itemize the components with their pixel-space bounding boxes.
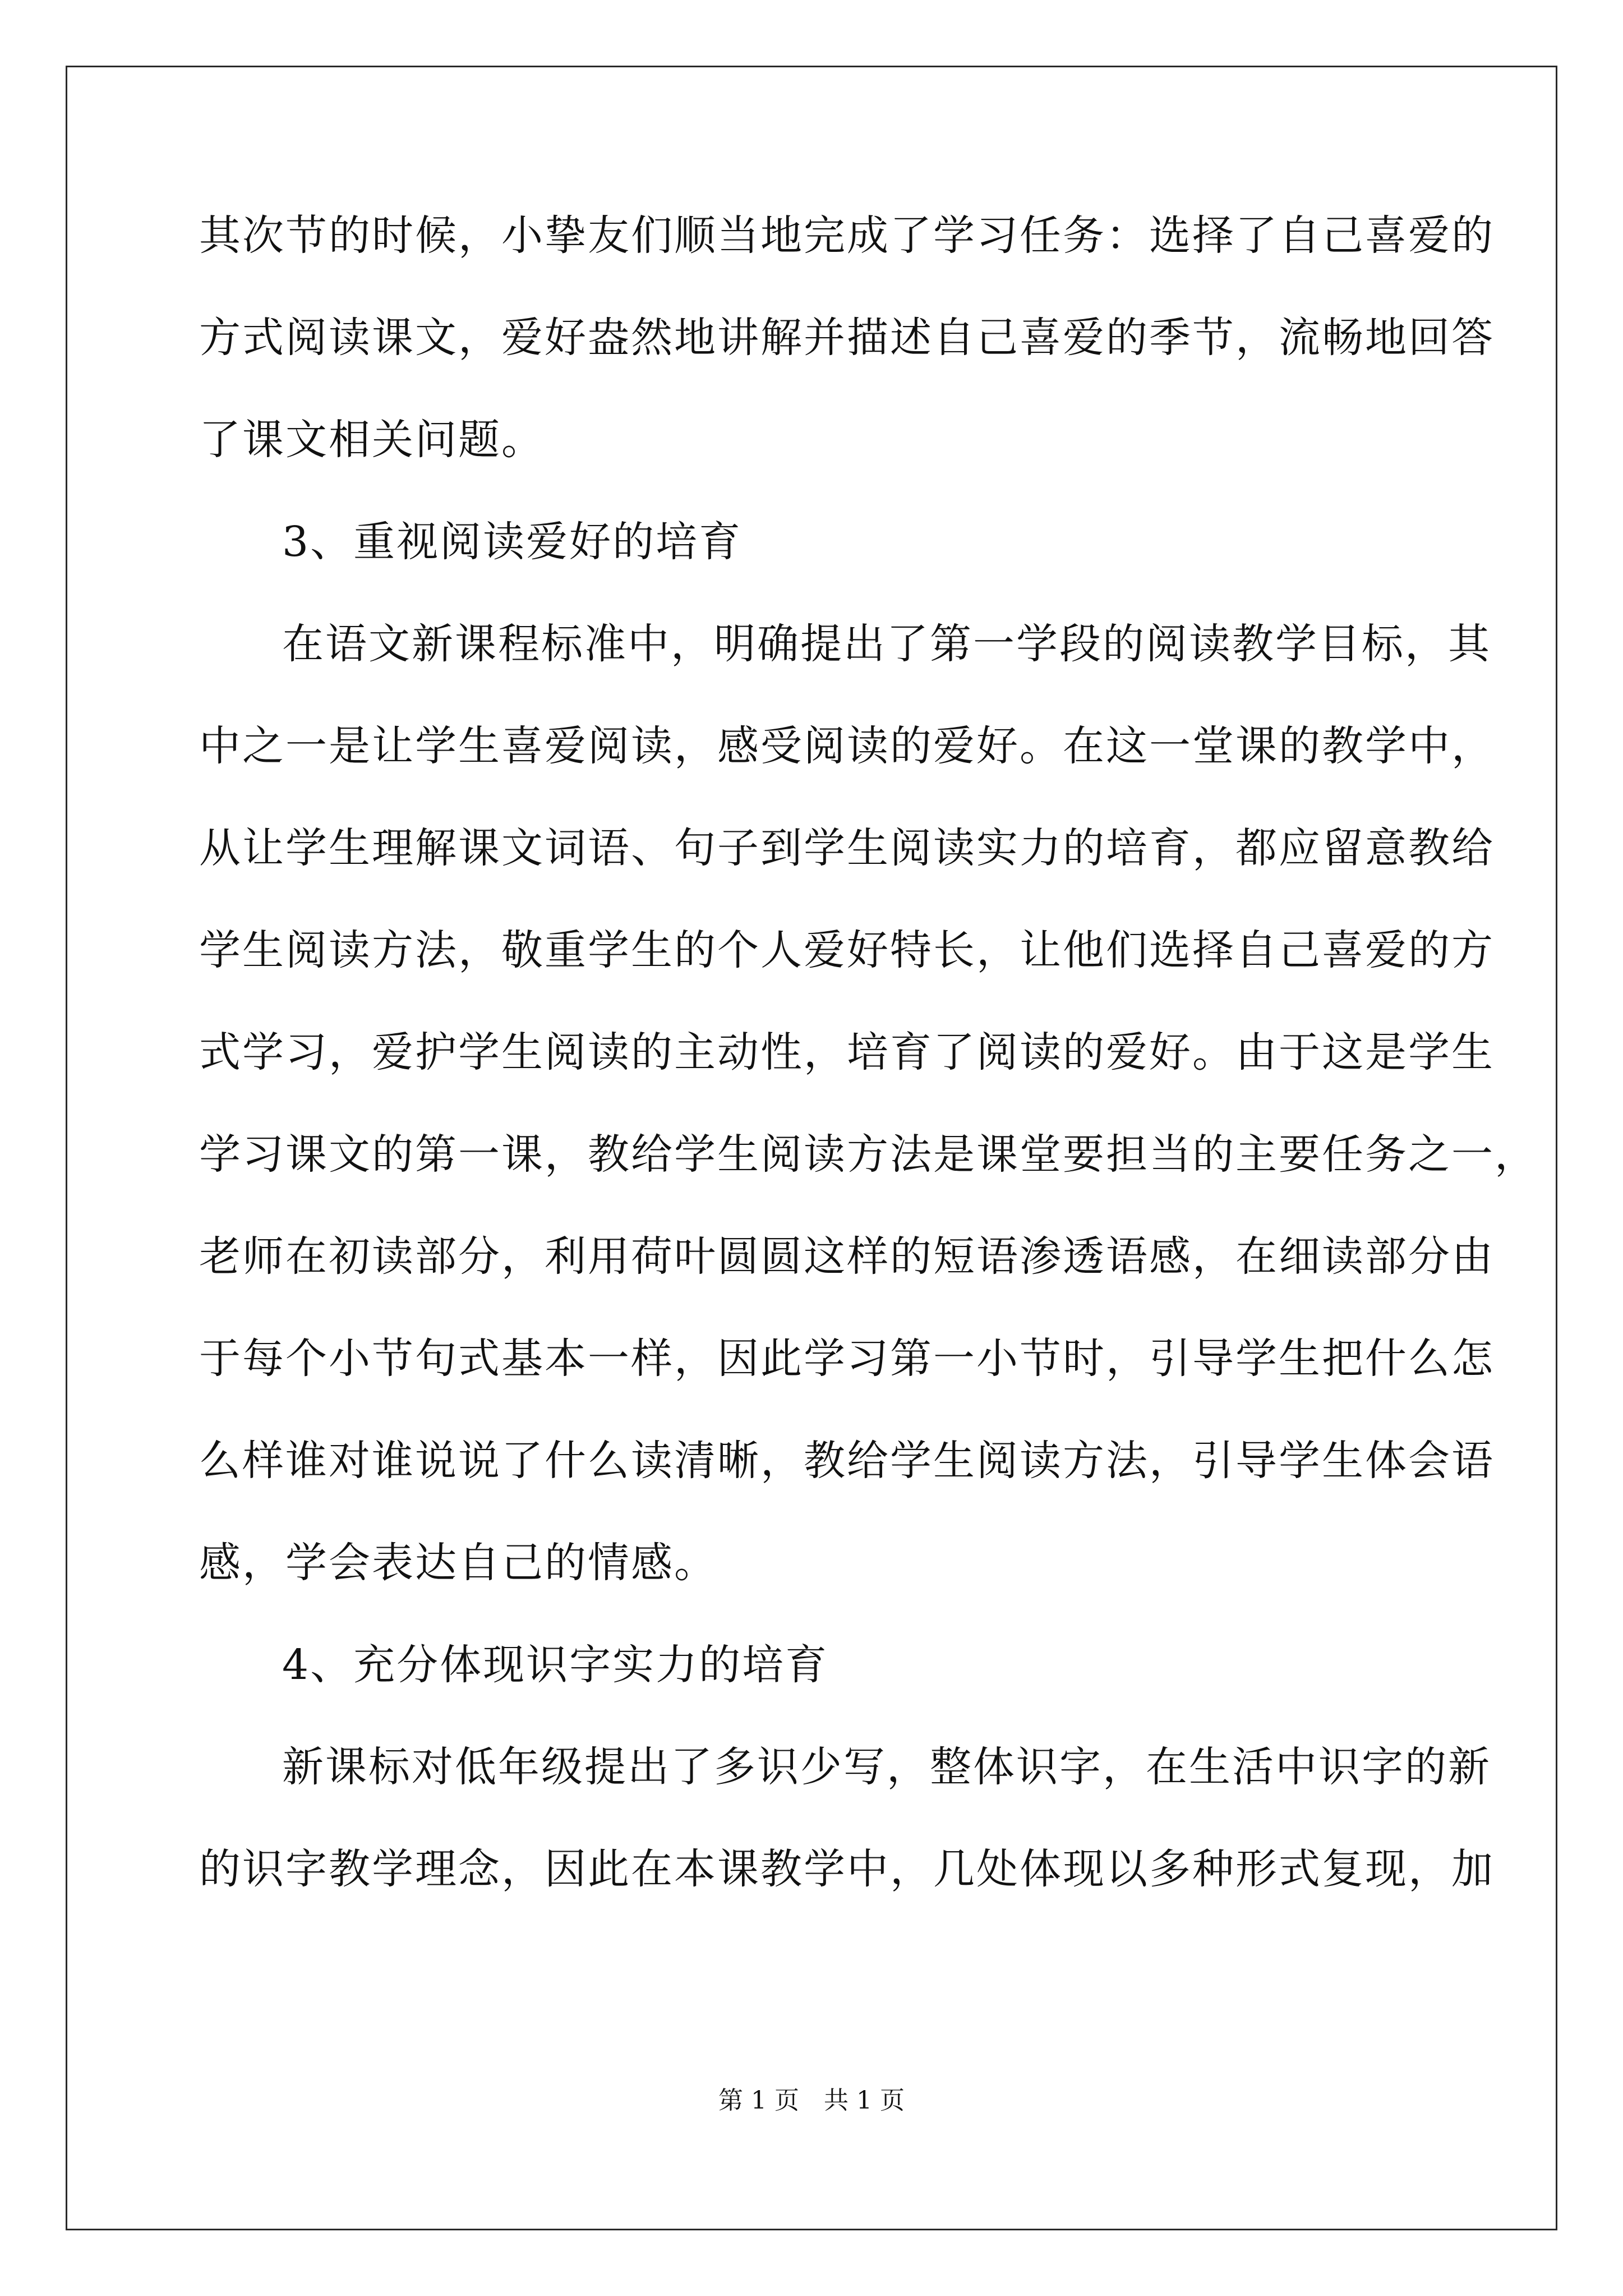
- text-line: 式学习，爱护学生阅读的主动性，培育了阅读的爱好。由于这是学生: [199, 1028, 1495, 1076]
- section-heading: 4、充分体现识字实力的培育: [282, 1641, 829, 1689]
- text-line: 学生阅读方法，敬重学生的个人爱好特长，让他们选择自己喜爱的方: [199, 926, 1495, 974]
- text-line: 其次节的时候，小挚友们顺当地完成了学习任务：选择了自己喜爱的: [199, 211, 1495, 260]
- text-line: 于每个小节句式基本一样，因此学习第一小节时，引导学生把什么怎: [199, 1335, 1495, 1383]
- text-line: 方式阅读课文，爱好盎然地讲解并描述自己喜爱的季节，流畅地回答: [199, 314, 1495, 362]
- text-line: 从让学生理解课文词语、句子到学生阅读实力的培育，都应留意教给: [199, 824, 1495, 872]
- section-heading: 3、重视阅读爱好的培育: [282, 518, 743, 566]
- text-line: 感，学会表达自己的情感。: [199, 1539, 717, 1587]
- text-line: 的识字教学理念，因此在本课教学中，几处体现以多种形式复现，加: [199, 1845, 1495, 1893]
- text-line: 么样谁对谁说说了什么读清晰，教给学生阅读方法，引导学生体会语: [199, 1437, 1495, 1485]
- text-line: 学习课文的第一课，教给学生阅读方法是课堂要担当的主要任务之一，: [199, 1130, 1538, 1179]
- page-footer: 第 1 页 共 1 页: [718, 2086, 905, 2115]
- text-line: 老师在初读部分，利用荷叶圆圆这样的短语渗透语感，在细读部分由: [199, 1232, 1495, 1281]
- text-line: 了课文相关问题。: [199, 416, 545, 464]
- text-line: 中之一是让学生喜爱阅读，感受阅读的爱好。在这一堂课的教学中，: [199, 722, 1495, 770]
- text-line: 新课标对低年级提出了多识少写，整体识字，在生活中识字的新: [282, 1743, 1491, 1791]
- text-line: 在语文新课程标准中，明确提出了第一学段的阅读教学目标，其: [282, 620, 1491, 668]
